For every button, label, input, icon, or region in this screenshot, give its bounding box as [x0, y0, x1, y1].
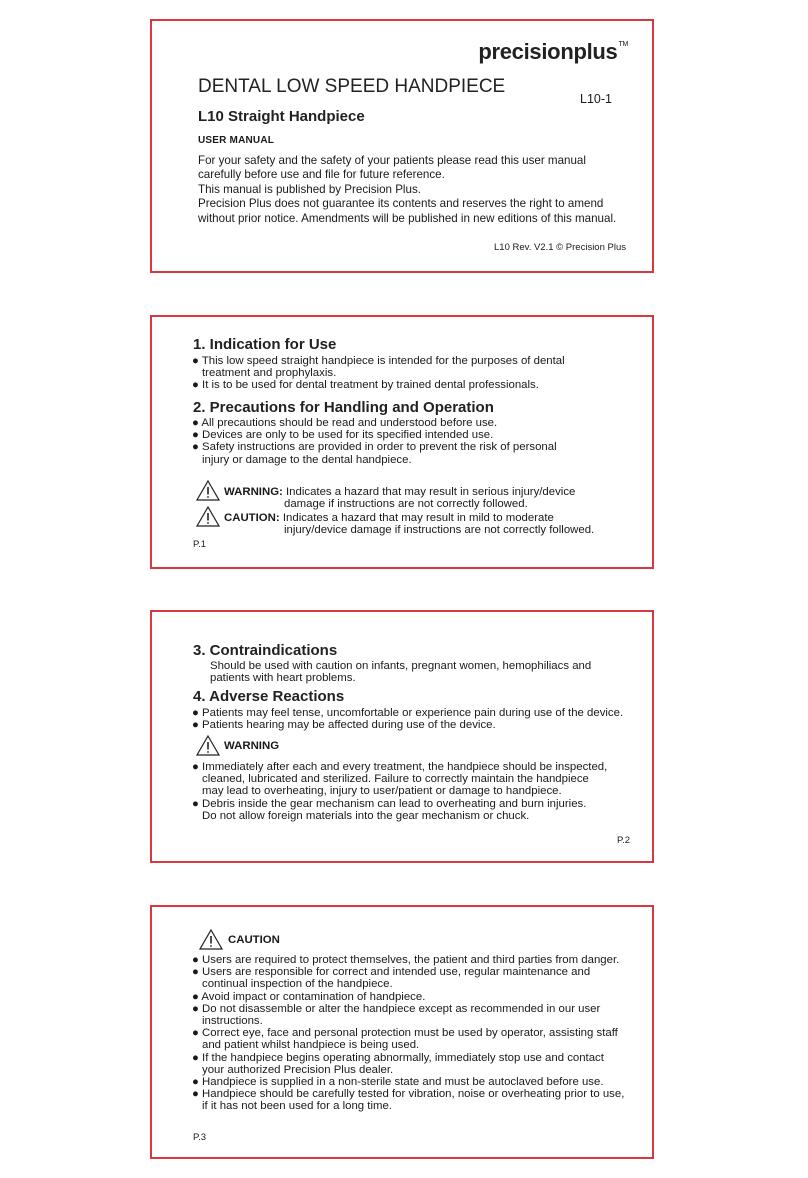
caution-text: Indicates a hazard that may result in mild to moderate: [282, 512, 554, 524]
revision-note: L10 Rev. V2.1 © Precision Plus: [494, 242, 626, 253]
list-item: ● If the handpiece begins operating abnormally, immediately stop use and contact: [192, 1051, 604, 1064]
intro-line: For your safety and the safety of your patients please read this user manual: [198, 154, 586, 167]
page-number: P.2: [616, 835, 630, 846]
list-item: ● This low speed straight handpiece is intended for the purposes of dental: [192, 355, 565, 367]
indication-list: [192, 355, 565, 392]
brand-logo: precisionplus™: [478, 39, 628, 64]
warning-text-continuation: damage if instructions are not correctly followed.: [284, 498, 528, 510]
page-number: P.1: [193, 539, 207, 550]
contraindications-heading: 3. Contraindications: [193, 642, 338, 659]
caution-triangle-icon: [196, 506, 220, 527]
warning-label: WARNING:: [224, 486, 283, 498]
caution-text-continuation: injury/device damage if instructions are not correctly followed.: [284, 524, 595, 536]
list-item: ● Devices are only to be used for its specified intended use.: [192, 429, 494, 442]
indication-heading: 1. Indication for Use: [193, 336, 337, 353]
list-item-continuation: Do not allow foreign materials into the gear mechanism or chuck.: [202, 809, 530, 822]
list-item-continuation: and patient whilst handpiece is being used.: [202, 1039, 420, 1052]
caution-label: CAUTION: [228, 934, 280, 946]
list-item: ● It is to be used for dental treatment by trained dental professionals.: [192, 379, 539, 392]
intro-line: without prior notice. Amendments will be published in new editions of this manual.: [198, 211, 617, 225]
page-2-panel: [150, 610, 654, 863]
document-subtitle: L10 Straight Handpiece: [198, 108, 365, 125]
warning-triangle-icon: [196, 735, 220, 756]
intro-line: This manual is published by Precision Plus.: [198, 182, 421, 196]
caution-label: CAUTION:: [224, 512, 280, 524]
contraindications-text: [210, 660, 591, 684]
manual-label: USER MANUAL: [198, 135, 275, 146]
intro-paragraph: [198, 154, 616, 226]
list-item: ● Users are responsible for correct and intended use, regular maintenance and: [192, 966, 591, 979]
warning-definition: [224, 486, 575, 498]
list-item: ● Avoid impact or contamination of handpiece.: [192, 990, 426, 1003]
page-3-panel: [150, 905, 654, 1159]
list-item-continuation: if it has not been used for a long time.: [202, 1100, 392, 1113]
list-item-continuation: your authorized Precision Plus dealer.: [202, 1063, 394, 1076]
list-item: ● Do not disassemble or alter the handpiece except as recommended in our user: [192, 1002, 601, 1015]
model-code: L10-1: [580, 92, 612, 106]
list-item-continuation: cleaned, lubricated and sterilized. Failure to correctly maintain the handpiece: [202, 773, 589, 786]
list-item: ● Correct eye, face and personal protection must be used by operator, assisting staff: [192, 1027, 618, 1040]
list-item: ● All precautions should be read and understood before use.: [192, 417, 498, 429]
warning-label: WARNING: [224, 740, 280, 752]
caution-heading: [228, 934, 280, 946]
precautions-list: [192, 417, 557, 466]
list-item: ● Handpiece is supplied in a non-sterile state and must be autoclaved before use.: [192, 1076, 604, 1089]
warning-triangle-icon: [196, 480, 220, 501]
text-line: Should be used with caution on infants, pregnant women, hemophiliacs and: [210, 660, 592, 672]
list-item: ● Handpiece should be carefully tested for vibration, noise or overheating prior to use,: [192, 1088, 625, 1101]
list-item-continuation: treatment and prophylaxis.: [202, 367, 337, 380]
list-item: ● Patients may feel tense, uncomfortable or experience pain during use of the device.: [192, 707, 624, 719]
adverse-reactions-list: [192, 707, 623, 731]
precautions-heading: 2. Precautions for Handling and Operation: [193, 399, 494, 416]
page-1-panel: [150, 315, 654, 569]
list-item-continuation: instructions.: [202, 1015, 263, 1028]
warning-text: Indicates a hazard that may result in serious injury/device: [286, 486, 576, 498]
list-item: ● Safety instructions are provided in order to prevent the risk of personal: [192, 441, 557, 454]
list-item: ● Immediately after each and every treatment, the handpiece should be inspected,: [192, 761, 608, 773]
intro-line: carefully before use and file for future reference.: [198, 168, 445, 182]
document-title: DENTAL LOW SPEED HANDPIECE: [198, 76, 506, 97]
list-item: ● Patients hearing may be affected during use of the device.: [192, 719, 496, 732]
list-item: ● Users are required to protect themselves, the patient and third parties from danger.: [192, 954, 620, 966]
cover-panel: [150, 19, 654, 273]
page-number: P.3: [193, 1132, 207, 1143]
list-item-continuation: injury or damage to the dental handpiece.: [202, 453, 412, 466]
list-item: ● Debris inside the gear mechanism can lead to overheating and burn injuries.: [192, 797, 587, 810]
intro-line: Precision Plus does not guarantee its contents and reserves the right to amend: [198, 197, 604, 211]
list-item-continuation: continual inspection of the handpiece.: [202, 978, 393, 991]
caution-list: [192, 954, 624, 1113]
text-line: patients with heart problems.: [210, 672, 356, 685]
caution-triangle-icon: [199, 929, 223, 950]
warning-heading: [224, 740, 279, 752]
caution-definition: [224, 512, 554, 524]
list-item-continuation: may lead to overheating, injury to user/patient or damage to handpiece.: [202, 785, 562, 798]
adverse-reactions-heading: 4. Adverse Reactions: [193, 688, 345, 705]
warning-list: [192, 761, 607, 822]
